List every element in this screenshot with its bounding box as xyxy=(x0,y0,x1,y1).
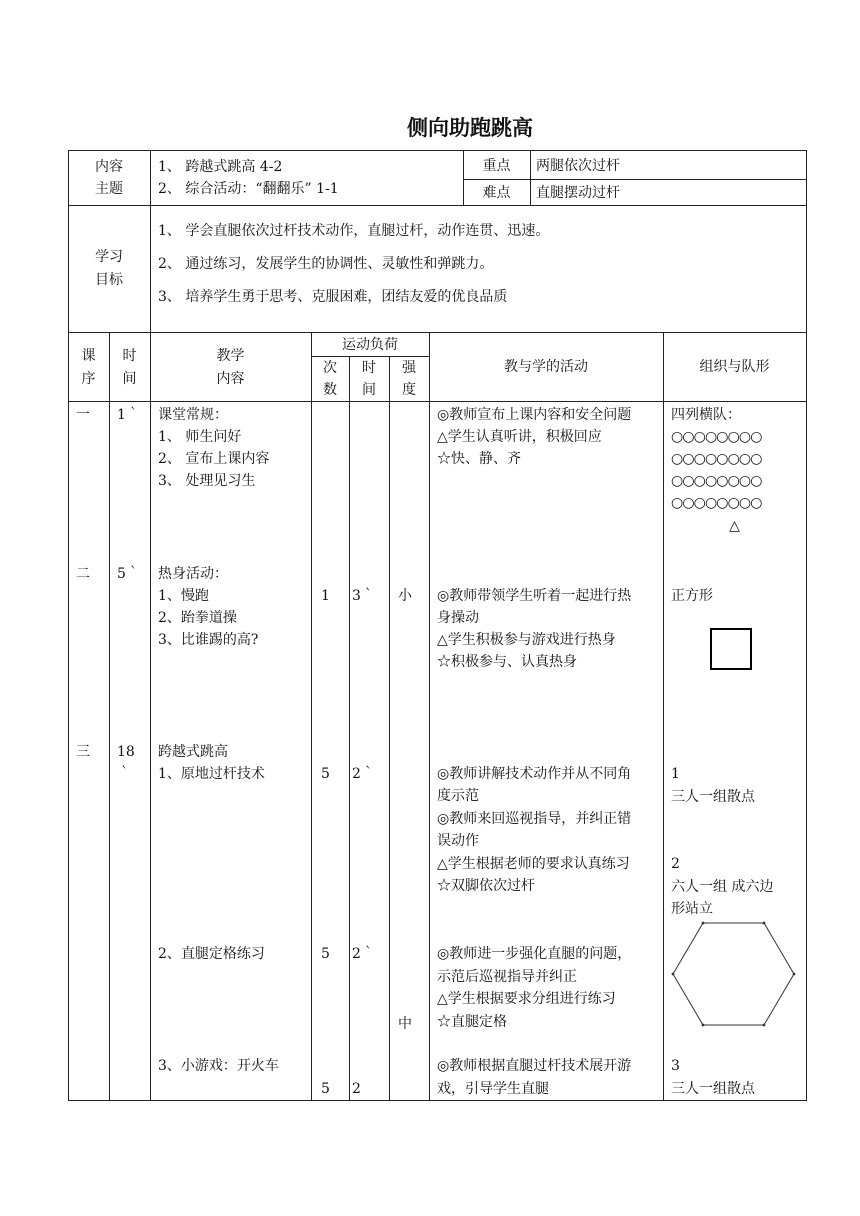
row3-activity: ☆双脚依次过杆 xyxy=(437,878,535,894)
row3-org-2-text: 形站立 xyxy=(671,901,713,917)
col-count-2: 数 xyxy=(323,382,337,398)
col-content-1: 教学 xyxy=(216,348,245,364)
row3-item-3: 3、小游戏：开火车 xyxy=(158,1058,279,1074)
row3-activity: 戏，引导学生直腿 xyxy=(437,1081,549,1097)
row2-content: 2、跆拳道操 xyxy=(158,610,237,626)
square-formation-icon xyxy=(710,628,752,670)
formation-row: ○○○○○○○○ xyxy=(671,451,762,467)
row3-activity: ◎教师根据直腿过杆技术展开游 xyxy=(437,1058,632,1074)
col-section-2: 序 xyxy=(81,371,96,387)
key-point-value: 两腿依次过杆 xyxy=(536,158,620,174)
row3-activity: ◎教师讲解技术动作并从不同角 xyxy=(437,766,632,782)
row2-content: 热身活动： xyxy=(158,566,228,582)
row3-item-1-count: 5 xyxy=(321,766,330,782)
col-duration-1: 时 xyxy=(362,360,376,376)
objectives-label-2: 目标 xyxy=(95,272,123,288)
content-label: 内容 xyxy=(95,159,123,175)
row3-activity: 示范后巡视指导并纠正 xyxy=(437,969,577,985)
key-point-label: 重点 xyxy=(482,158,511,174)
formation-row: ○○○○○○○○ xyxy=(671,473,762,489)
row2-intensity: 小 xyxy=(398,588,412,604)
row3-section: 三 xyxy=(76,744,90,760)
formation-row: ○○○○○○○○ xyxy=(671,429,762,445)
row3-item-2-duration: 2｀ xyxy=(352,946,375,962)
col-organization: 组织与队形 xyxy=(699,359,770,375)
col-intensity-2: 度 xyxy=(402,382,416,398)
row3-activity: △学生根据老师的要求认真练习 xyxy=(437,856,630,872)
col-time-2: 间 xyxy=(122,371,137,387)
row2-section: 二 xyxy=(76,566,90,582)
row3-time: 18 xyxy=(117,744,135,760)
row3-org-2-text: 六人一组 成六边 xyxy=(671,879,774,895)
row1-activity: ☆快、静、齐 xyxy=(437,451,521,467)
row2-time: 5｀ xyxy=(117,566,140,582)
theme-label: 主题 xyxy=(95,181,123,197)
row3-intensity: 中 xyxy=(398,1016,412,1032)
row3-org-3-text: 三人一组散点 xyxy=(671,1081,755,1097)
row3-content-title: 跨越式跳高 xyxy=(158,744,228,760)
row3-item-2: 2、直腿定格练习 xyxy=(158,946,265,962)
row3-item-3-count: 5 xyxy=(321,1081,330,1097)
row1-content: 3、 处理见习生 xyxy=(158,473,256,489)
row2-org-label: 正方形 xyxy=(671,588,713,604)
row1-time: 1｀ xyxy=(117,407,140,423)
col-load: 运动负荷 xyxy=(342,337,398,353)
hexagon-formation-icon xyxy=(668,918,802,1030)
difficulty-label: 难点 xyxy=(482,185,511,201)
col-duration-2: 间 xyxy=(362,382,376,398)
row3-activity: △学生根据要求分组进行练习 xyxy=(437,991,616,1007)
row1-org-label: 四列横队： xyxy=(671,407,741,423)
difficulty-value: 直腿摆动过杆 xyxy=(536,185,620,201)
row2-activity: ◎教师带领学生听着一起进行热 xyxy=(437,588,632,604)
row3-org-1-num: 1 xyxy=(671,766,680,782)
row3-org-3-num: 3 xyxy=(671,1058,680,1074)
objective-item: 1、 学会直腿依次过杆技术动作，直腿过杆，动作连贯、迅速。 xyxy=(158,223,550,239)
col-intensity-1: 强 xyxy=(402,360,416,376)
row2-activity: 身操动 xyxy=(437,610,479,626)
row3-org-1-text: 三人一组散点 xyxy=(671,789,755,805)
objective-item: 2、 通过练习，发展学生的协调性、灵敏性和弹跳力。 xyxy=(158,256,494,272)
objective-item: 3、 培养学生勇于思考、克服困难，团结友爱的优良品质 xyxy=(158,289,508,305)
row3-activity: ◎教师进一步强化直腿的问题， xyxy=(437,946,632,962)
col-time-1: 时 xyxy=(122,348,137,364)
row1-content: 课堂常规： xyxy=(158,407,228,423)
col-count-1: 次 xyxy=(323,360,337,376)
row3-org-2-num: 2 xyxy=(671,856,680,872)
col-section-1: 课 xyxy=(81,348,96,364)
row1-activity: △学生认真听讲，积极回应 xyxy=(437,429,602,445)
row2-duration: 3｀ xyxy=(352,588,375,604)
objectives-label-1: 学习 xyxy=(95,249,123,265)
row1-content: 1、 师生问好 xyxy=(158,429,242,445)
row3-item-2-count: 5 xyxy=(321,946,330,962)
row2-count: 1 xyxy=(321,588,330,604)
row3-item-3-duration: 2 xyxy=(352,1081,361,1097)
page-title: 侧向助跑跳高 xyxy=(407,116,533,140)
row3-activity: 度示范 xyxy=(437,788,479,804)
row1-section: 一 xyxy=(76,407,90,423)
row2-content: 1、慢跑 xyxy=(158,588,209,604)
row3-activity: 误动作 xyxy=(437,833,479,849)
row3-time-mark: ｀ xyxy=(117,766,131,782)
row1-content: 2、 宣布上课内容 xyxy=(158,451,270,467)
teacher-triangle-icon: △ xyxy=(729,518,740,534)
col-activities: 教与学的活动 xyxy=(504,359,588,375)
row2-activity: ☆积极参与、认真热身 xyxy=(437,654,577,670)
row2-activity: △学生积极参与游戏进行热身 xyxy=(437,632,616,648)
row3-activity: ☆直腿定格 xyxy=(437,1014,507,1030)
row2-content: 3、比谁踢的高? xyxy=(158,632,259,648)
row3-activity: ◎教师来回巡视指导，并纠正错 xyxy=(437,811,632,827)
content-line-2: 2、 综合活动：“翻翻乐” 1-1 xyxy=(158,181,339,197)
content-line-1: 1、 跨越式跳高 4-2 xyxy=(158,159,283,175)
row3-item-1-duration: 2｀ xyxy=(352,766,375,782)
row3-item-1: 1、原地过杆技术 xyxy=(158,766,265,782)
col-content-2: 内容 xyxy=(216,371,245,387)
row1-activity: ◎教师宣布上课内容和安全问题 xyxy=(437,407,632,423)
formation-row: ○○○○○○○○ xyxy=(671,495,762,511)
